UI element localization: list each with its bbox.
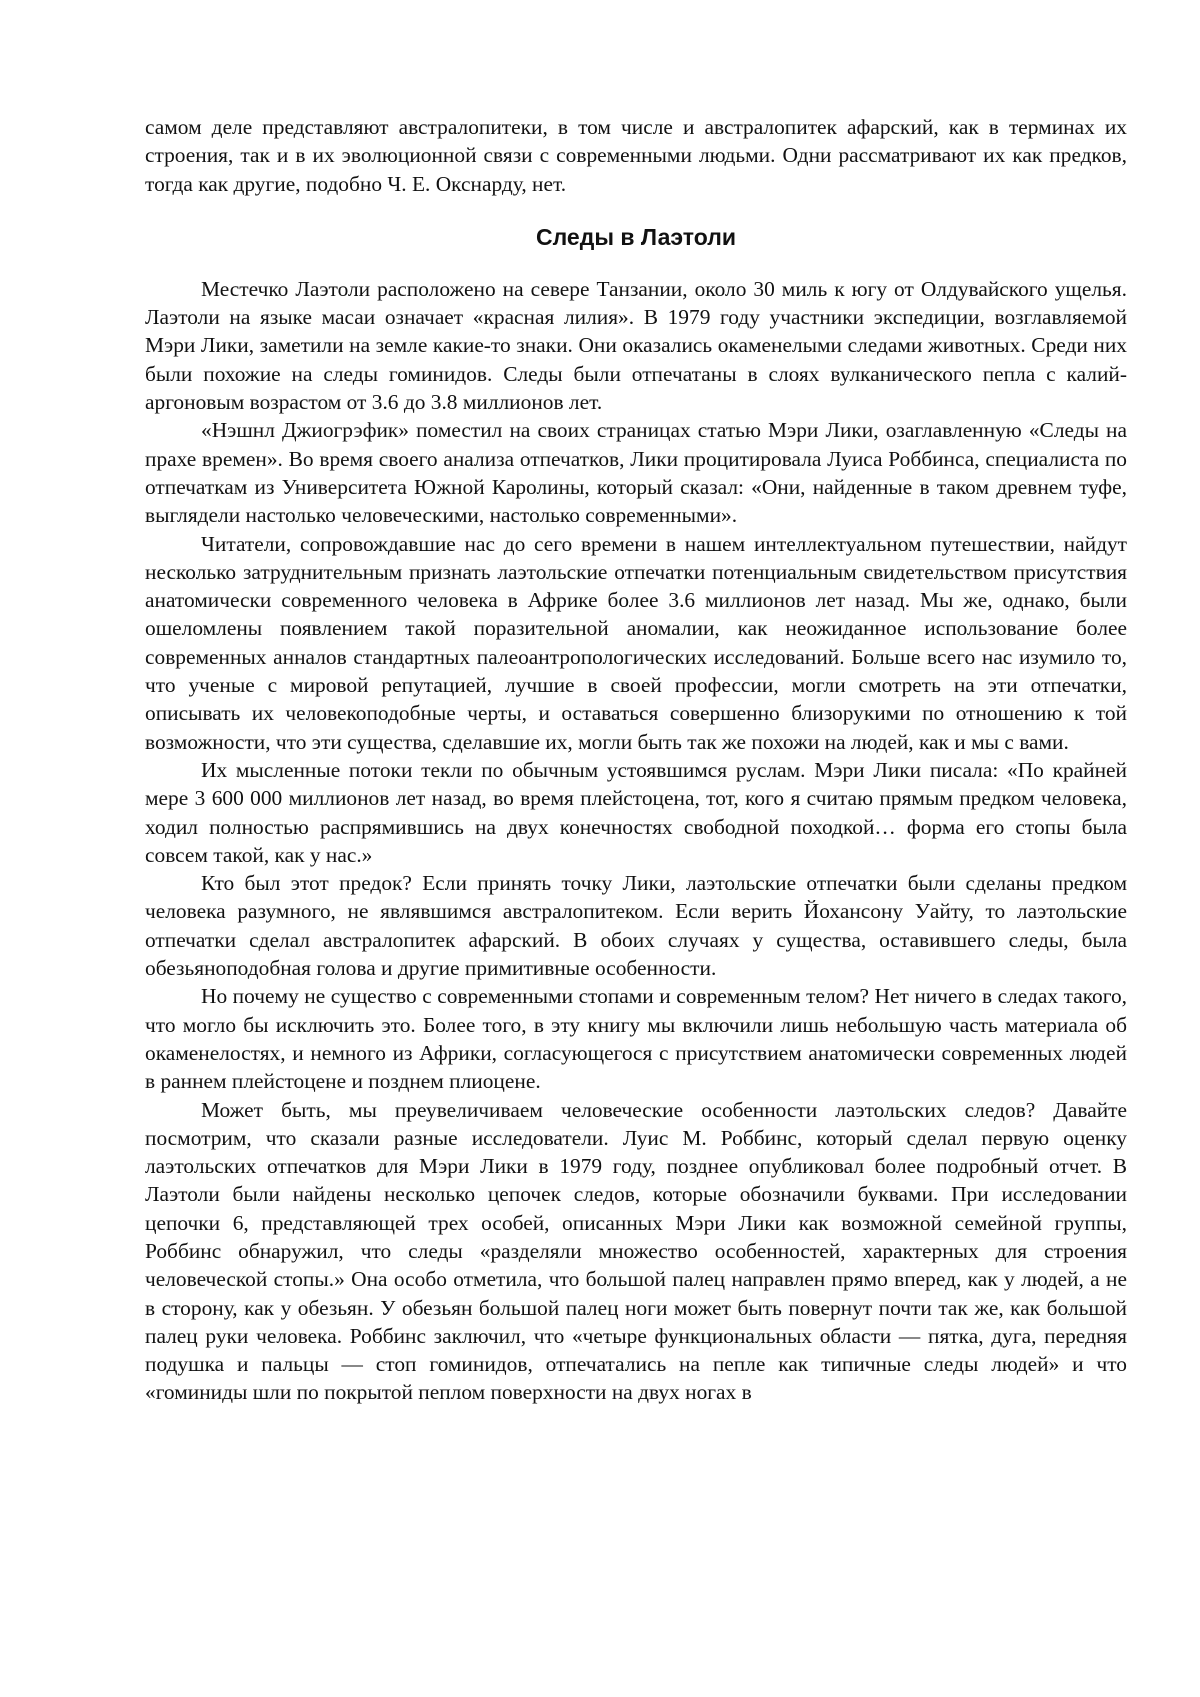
body-paragraph-5: Кто был этот предок? Если принять точку Лики, лаэтольские отпечатки были сделаны предком человека разумного, не являвшимся австралопитеком. Если верить Йохансону Уайту, то лаэтольские отпечатки сделал австралопитек афарский. В обоих случаях у существа, оставившего следы, была обезьяноподобная голова и другие примитивные особенности. [145, 871, 1127, 981]
body-paragraph-7: Может быть, мы преувеличиваем человеческие особенности лаэтольских следов? Давайте посмотрим, что сказали разные исследователи. Луис М. Роббинс, который сделал первую оценку лаэтольских отпечатков для Мэри Лики в 1979 году, позднее опубликовал более подробный отчет. В Лаэтоли были найдены несколько цепочек следов, которые обозначили буквами. При исследовании цепочки 6, представляющей трех особей, описанных Мэри Лики как возможной семейной группы, Роббинс обнаружил, что следы «разделяли множество особенностей, характерных для строения человеческой стопы.» Она особо отметила, что большой палец направлен прямо вперед, как у людей, а не в сторону, как у обезьян. У обезьян большой палец ноги может быть повернут почти так же, как большой палец руки человека. Роббинс заключил, что «четыре функциональных области — пятка, дуга, передняя подушка и пальцы — стоп гоминидов, отпечатались на пепле как типичные следы людей» и что «гоминиды шли по покрытой пеплом поверхности на двух ногах в [145, 1097, 1127, 1405]
body-paragraph-3: Читатели, сопровождавшие нас до сего времени в нашем интеллектуальном путешествии, найдут несколько затруднительным признать лаэтольские отпечатки потенциальным свидетельством присутствия анатомически современного человека в Африке более 3.6 миллионов лет назад. Мы же, однако, были ошеломлены появлением такой поразительной аномалии, как неожиданное использование более современных анналов стандартных палеоантропологических исследований. Больше всего нас изумило то, что ученые с мировой репутацией, лучшие в своей профессии, могли смотреть на эти отпечатки, описывать их человекоподобные черты, и оставаться совершенно близорукими по отношению к той возможности, что эти существа, сделавшие их, могли быть так же похожи на людей, как и мы с вами. [145, 531, 1127, 754]
body-paragraph-2: «Нэшнл Джиогрэфик» поместил на своих страницах статью Мэри Лики, озаглавленную «Следы на прахе времен». Во время своего анализа отпечатков, Лики процитировала Луиса Роббинса, специалиста по отпечаткам из Университета Южной Каролины, который сказал: «Они, найденные в таком древнем туфе, выглядели настолько человеческими, настолько современными». [145, 418, 1127, 528]
intro-paragraph: самом деле представляют австралопитеки, в том числе и австралопитек афарский, как в терминах их строения, так и в их эволюционной связи с современными людьми. Одни рассматривают их как предков, тогда как другие, подобно Ч. Е. Окснарду, нет. [145, 115, 1127, 196]
document-page [145, 113, 1127, 1407]
body-paragraph-1: Местечко Лаэтоли расположено на севере Танзании, около 30 миль к югу от Олдувайского ущелья. Лаэтоли на языке масаи означает «красная лилия». В 1979 году участники экспедиции, возглавляемой Мэри Лики, заметили на земле какие-то знаки. Они оказались окаменелыми следами животных. Среди них были похожие на следы гоминидов. Следы были отпечатаны в слоях вулканического пепла с калий-аргоновым возрастом от 3.6 до 3.8 миллионов лет. [145, 276, 1127, 415]
section-title: Следы в Лаэтоли [536, 223, 736, 250]
body-paragraph-6: Но почему не существо с современными стопами и современным телом? Нет ничего в следах такого, что могло бы исключить это. Более того, в эту книгу мы включили лишь небольшую часть материала об окаменелостях, и немного из Африки, согласующегося с присутствием анатомически современных людей в раннем плейстоцене и позднем плиоцене. [145, 984, 1127, 1094]
body-paragraph-4: Их мысленные потоки текли по обычным устоявшимся руслам. Мэри Лики писала: «По крайней мере 3 600 000 миллионов лет назад, во время плейстоцена, тот, кого я считаю прямым предком человека, ходил полностью распрямившись на двух конечностях свободной походкой… форма его стопы была совсем такой, как у нас.» [145, 757, 1127, 867]
